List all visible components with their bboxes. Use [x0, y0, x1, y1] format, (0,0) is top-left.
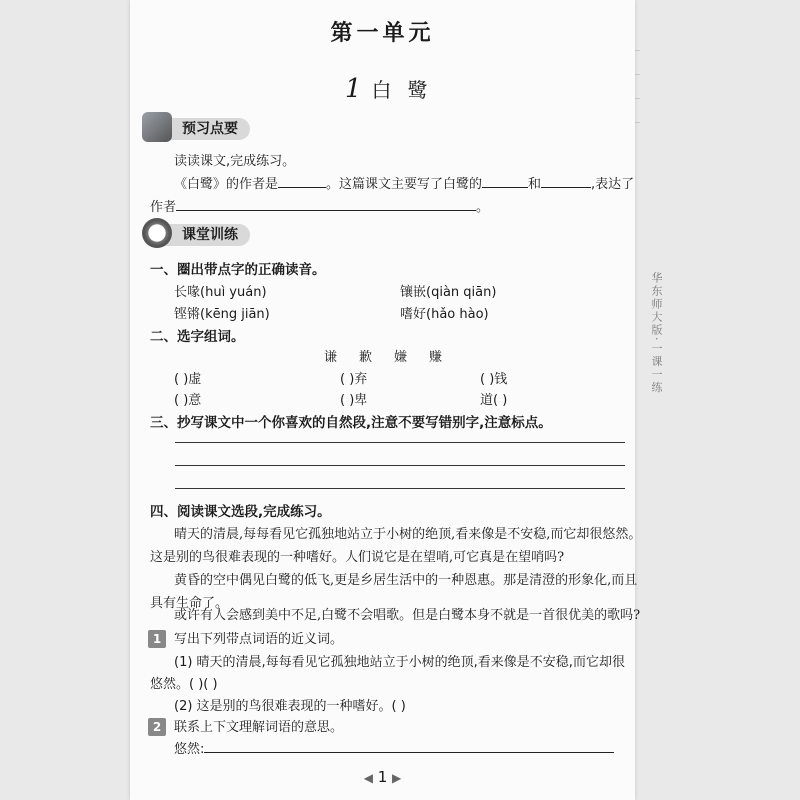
lesson-name: 白鹭 — [371, 78, 444, 102]
passage-line: 或许有人会感到美中不足,白鹭不会唱歌。但是白鹭本身不就是一首很优美的歌吗? — [174, 608, 641, 623]
passage-line: 黄昏的空中偶见白鹭的低飞,更是乡居生活中的一种恩惠。那是清澄的形象化,而且 — [174, 573, 638, 588]
q1-sentence-answer[interactable]: 悠然。( )( ) — [150, 677, 218, 692]
q-text: 。 — [476, 200, 490, 215]
char-options — [324, 346, 442, 365]
preview-question-line1 — [174, 173, 634, 192]
passage-line: 晴天的清晨,每每看见它孤独地站立于小树的绝顶,看来像是不安稳,而它却很悠然。 — [174, 527, 642, 542]
word: 嗜好 — [400, 307, 427, 322]
question-text: 写出下列带点词语的近义词。 — [174, 632, 344, 647]
author-blank[interactable] — [278, 175, 326, 188]
word: 铿锵 — [174, 307, 201, 322]
lesson-title — [345, 74, 444, 104]
word-label: 悠然: — [174, 742, 205, 757]
blank-2[interactable] — [541, 175, 591, 188]
lesson-number: 1 — [345, 74, 362, 104]
q-text: 。这篇课文主要写了白鹭的 — [326, 177, 483, 192]
page-number: 1 — [377, 768, 388, 786]
s2-title: 二、选字组词。 — [150, 329, 245, 345]
word: 长喙 — [174, 285, 201, 300]
preview-instruction: 读读课文,完成练习。 — [174, 154, 296, 169]
preview-header-label: 预习点要 — [182, 121, 238, 137]
word-slot[interactable]: ( )意 — [174, 393, 202, 408]
meaning-answer — [174, 738, 614, 757]
word-slot[interactable]: ( )钱 — [480, 372, 508, 387]
workbook-page — [130, 0, 642, 800]
side-series-label: 华东师大版·一课一练 — [650, 272, 663, 395]
char-option: 谦 — [324, 350, 338, 365]
blank-1[interactable] — [482, 175, 528, 188]
word: 镶嵌 — [400, 285, 427, 300]
q-text: 《白鹭》的作者是 — [174, 177, 279, 192]
passage-line: 这是别的鸟很难表现的一种嗜好。人们说它是在望哨,可它真是在望哨吗? — [150, 550, 565, 565]
q1-sentence: (1) 晴天的清晨,每每看见它孤独地站立于小树的绝顶,看来像是不安稳,而它却很 — [174, 655, 625, 670]
q1-sentence-2[interactable]: (2) 这是别的鸟很难表现的一种嗜好。( ) — [174, 699, 406, 714]
word-slot[interactable]: ( )卑 — [340, 393, 368, 408]
char-option: 赚 — [429, 350, 443, 365]
pinyin-item — [174, 303, 270, 322]
word-slot[interactable]: 道( ) — [480, 393, 508, 408]
feeling-blank[interactable] — [176, 198, 476, 211]
preview-header — [148, 118, 250, 140]
pinyin-item — [400, 303, 489, 322]
writing-line[interactable] — [175, 465, 625, 466]
pinyin-item — [174, 281, 267, 300]
pinyin-choice[interactable]: (qiàn qiān) — [426, 285, 497, 300]
passage-line: 具有生命了。 — [150, 596, 229, 611]
page-footer — [130, 768, 635, 786]
books-icon — [142, 112, 172, 142]
q-text: 作者 — [150, 200, 177, 215]
classroom-header-label: 课堂训练 — [182, 227, 238, 243]
question-number-badge: 1 — [148, 630, 166, 648]
question-text: 联系上下文理解词语的意思。 — [174, 720, 344, 735]
question-1 — [148, 628, 343, 648]
s4-title: 四、阅读课文选段,完成练习。 — [150, 504, 331, 520]
s3-title: 三、抄写课文中一个你喜欢的自然段,注意不要写错别字,注意标点。 — [150, 415, 552, 431]
pinyin-item — [400, 281, 496, 300]
writing-line[interactable] — [175, 488, 625, 489]
word-slot[interactable]: ( )虚 — [174, 372, 202, 387]
char-option: 嫌 — [394, 350, 408, 365]
pinyin-choice[interactable]: (huì yuán) — [200, 285, 267, 300]
char-option: 歉 — [359, 350, 373, 365]
writing-line[interactable] — [175, 442, 625, 443]
word-slot[interactable]: ( )弃 — [340, 372, 368, 387]
meaning-blank[interactable] — [204, 740, 614, 753]
prev-arrow-icon: ◀ — [363, 771, 373, 785]
next-arrow-icon: ▶ — [392, 771, 402, 785]
pinyin-choice[interactable]: (hǎo hào) — [426, 307, 489, 322]
preview-question-line2 — [150, 196, 489, 215]
clock-icon — [142, 218, 172, 248]
pinyin-choice[interactable]: (kēng jiān) — [200, 307, 270, 322]
unit-title: 第一单元 — [330, 21, 435, 46]
classroom-header — [148, 224, 250, 246]
s1-title: 一、圈出带点字的正确读音。 — [150, 262, 326, 278]
q-text: ,表达了 — [591, 177, 635, 192]
question-number-badge: 2 — [148, 718, 166, 736]
question-2 — [148, 716, 343, 736]
q-text: 和 — [528, 177, 542, 192]
